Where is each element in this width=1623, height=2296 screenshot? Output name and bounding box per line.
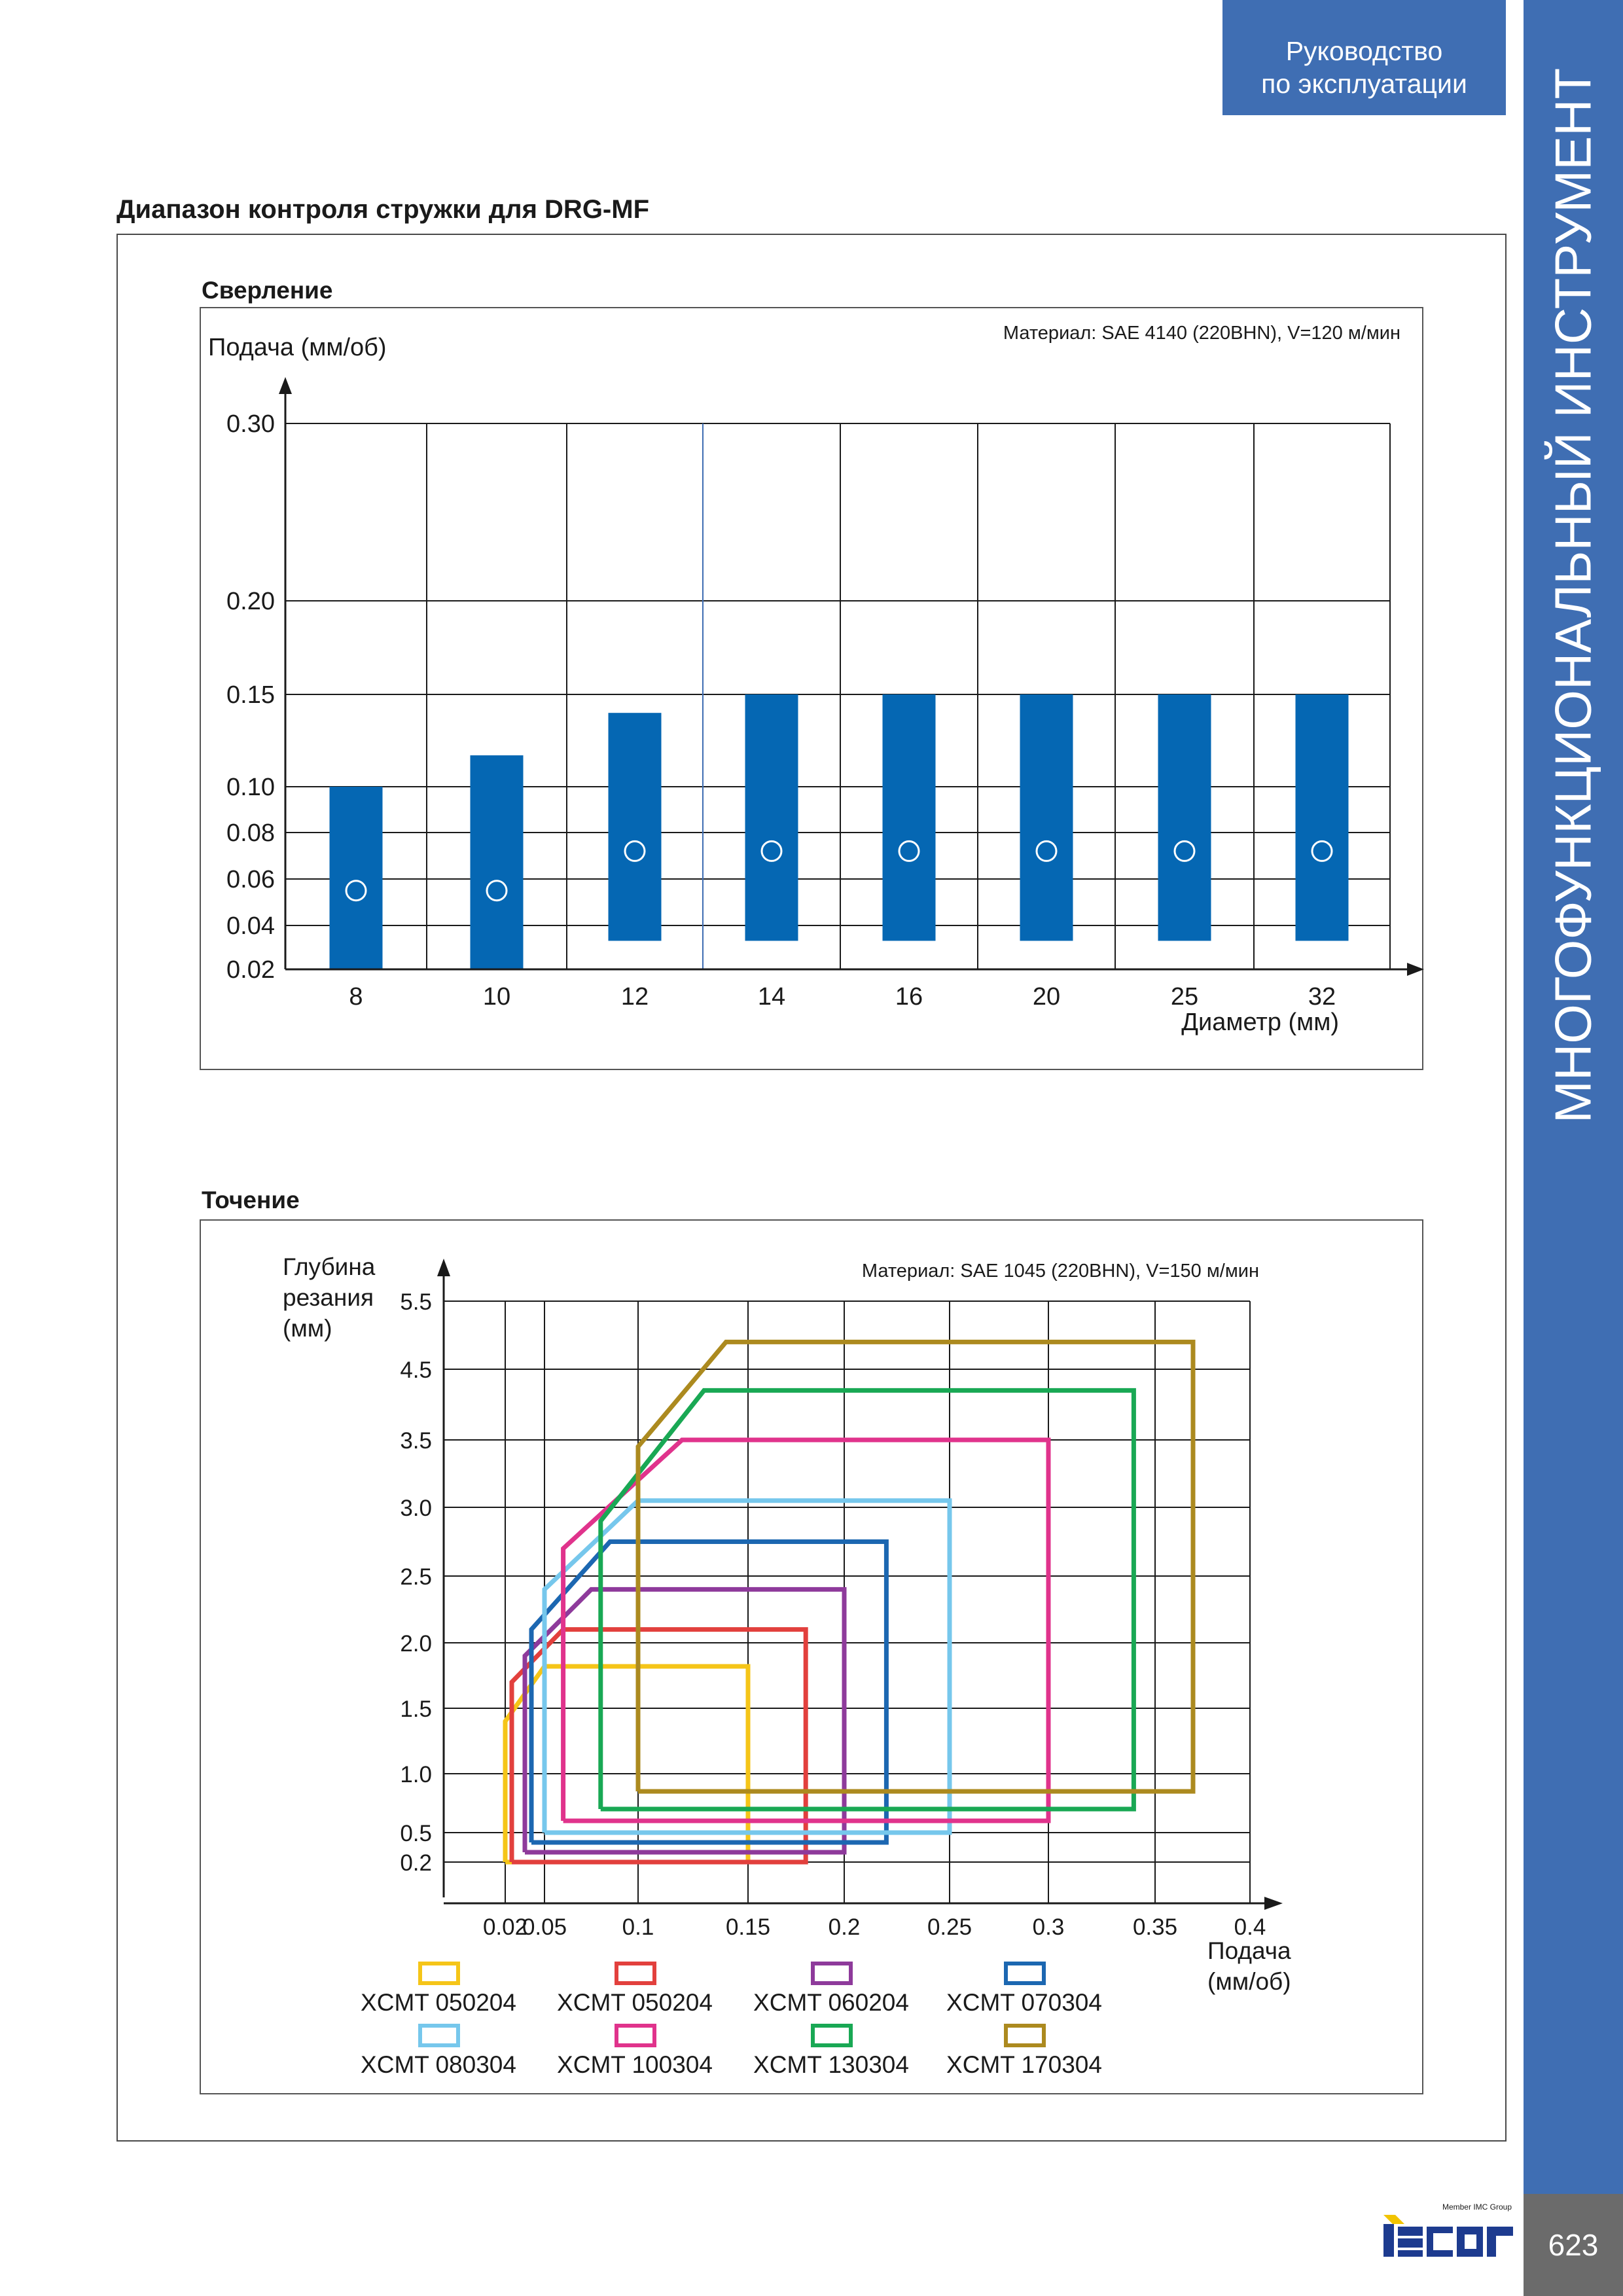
turning-x-tick-label: 0.3: [1032, 1914, 1065, 1940]
turning-xlabel-line2: (мм/об): [1207, 1968, 1291, 1995]
drilling-ylabel: Подача (мм/об): [208, 334, 387, 361]
turning-ylabel-line3: (мм): [283, 1315, 332, 1342]
drilling-section-title: Сверление: [202, 277, 333, 304]
turning-y-tick-label: 4.5: [400, 1357, 432, 1383]
legend-swatch: [420, 1964, 458, 1983]
turning-y-tick-label: 2.0: [400, 1631, 432, 1657]
turning-y-tick-label: 5.5: [400, 1289, 432, 1315]
turning-series-outline: [601, 1390, 1134, 1809]
drilling-xlabel: Диаметр (мм): [1181, 1009, 1339, 1036]
drilling-x-tick-label: 8: [349, 983, 363, 1011]
turning-y-arrow: [437, 1259, 450, 1276]
turning-xlabel-line1: Подача: [1207, 1937, 1291, 1964]
turning-y-ticks: [400, 1289, 432, 1876]
drilling-y-tick-label: 0.30: [226, 410, 275, 438]
legend-label: XCMT 050204: [557, 1989, 713, 2016]
turning-x-tick-label: 0.2: [828, 1914, 861, 1940]
turning-x-tick-label: 0.35: [1132, 1914, 1178, 1940]
drilling-y-tick-label: 0.08: [226, 819, 275, 847]
legend-swatch: [1006, 2026, 1044, 2045]
turning-ylabel-line2: резания: [283, 1284, 374, 1311]
turning-ylabel-line1: Глубина: [283, 1253, 376, 1280]
legend-swatch: [813, 2026, 851, 2045]
legend-label: XCMT 070304: [946, 1989, 1102, 2016]
drilling-x-tick-label: 20: [1032, 983, 1061, 1011]
legend-label: XCMT 130304: [753, 2051, 909, 2078]
turning-x-tick-label: 0.02: [482, 1914, 528, 1940]
page-title: Диапазон контроля стружки для DRG-MF: [116, 195, 650, 224]
legend-swatch: [616, 1964, 654, 1983]
page-number: 623: [1524, 2194, 1623, 2296]
turning-y-tick-label: 3.0: [400, 1496, 432, 1521]
legend-swatch: [616, 2026, 654, 2045]
turning-section-title: Точение: [202, 1187, 300, 1213]
sidebar-title: МНОГОФУНКЦИОНАЛЬНЫЙ ИНСТРУМЕНТ: [1544, 67, 1602, 1124]
logo-tagline: Member IMC Group: [1442, 2202, 1512, 2212]
turning-series-outline: [531, 1542, 886, 1843]
legend-label: XCMT 060204: [753, 1989, 909, 2016]
drilling-y-tick-label: 0.04: [226, 912, 275, 940]
drilling-x-tick-label: 12: [620, 983, 649, 1011]
turning-y-tick-label: 0.2: [400, 1850, 432, 1876]
turning-series: [505, 1342, 1193, 1862]
turning-y-tick-label: 2.5: [400, 1564, 432, 1590]
drilling-x-tick-label: 25: [1170, 983, 1199, 1011]
turning-x-tick-label: 0.15: [725, 1914, 771, 1940]
legend-swatch: [813, 1964, 851, 1983]
turning-series-outline: [638, 1342, 1193, 1791]
drilling-y-tick-label: 0.20: [226, 588, 275, 615]
legend-label: XCMT 050204: [361, 1989, 516, 2016]
legend-label: XCMT 100304: [557, 2051, 713, 2078]
turning-material-note: Материал: SAE 1045 (220BHN), V=150 м/мин: [861, 1261, 1259, 1282]
turning-x-tick-label: 0.1: [622, 1914, 654, 1940]
drilling-y-tick-label: 0.02: [226, 956, 275, 984]
drilling-material-note: Материал: SAE 4140 (220BHN), V=120 м/мин: [1003, 323, 1400, 344]
legend-swatch: [1006, 1964, 1044, 1983]
drilling-y-tick-label: 0.10: [226, 774, 275, 801]
legend-swatch: [420, 2026, 458, 2045]
drilling-x-tick-label: 14: [757, 983, 786, 1011]
turning-y-tick-label: 0.5: [400, 1821, 432, 1846]
drilling-x-tick-label: 32: [1308, 983, 1336, 1011]
turning-x-tick-label: 0.05: [522, 1914, 567, 1940]
turning-legend: [361, 1964, 1102, 2078]
turning-y-tick-label: 3.5: [400, 1428, 432, 1454]
manual-tab-line2: по эксплуатации: [1261, 69, 1467, 99]
turning-x-tick-label: 0.25: [927, 1914, 972, 1940]
turning-y-tick-label: 1.5: [400, 1696, 432, 1722]
drilling-x-tick-label: 16: [895, 983, 923, 1011]
turning-x-arrow: [1264, 1897, 1283, 1910]
drilling-x-tick-label: 10: [482, 983, 511, 1011]
legend-label: XCMT 170304: [946, 2051, 1102, 2078]
drilling-y-tick-label: 0.15: [226, 681, 275, 709]
manual-tab-line1: Руководство: [1285, 36, 1443, 66]
drilling-y-tick-label: 0.06: [226, 866, 275, 893]
legend-label: XCMT 080304: [361, 2051, 516, 2078]
turning-y-tick-label: 1.0: [400, 1762, 432, 1787]
turning-x-tick-label: 0.4: [1234, 1914, 1266, 1940]
turning-x-ticks: [483, 1914, 1266, 1940]
